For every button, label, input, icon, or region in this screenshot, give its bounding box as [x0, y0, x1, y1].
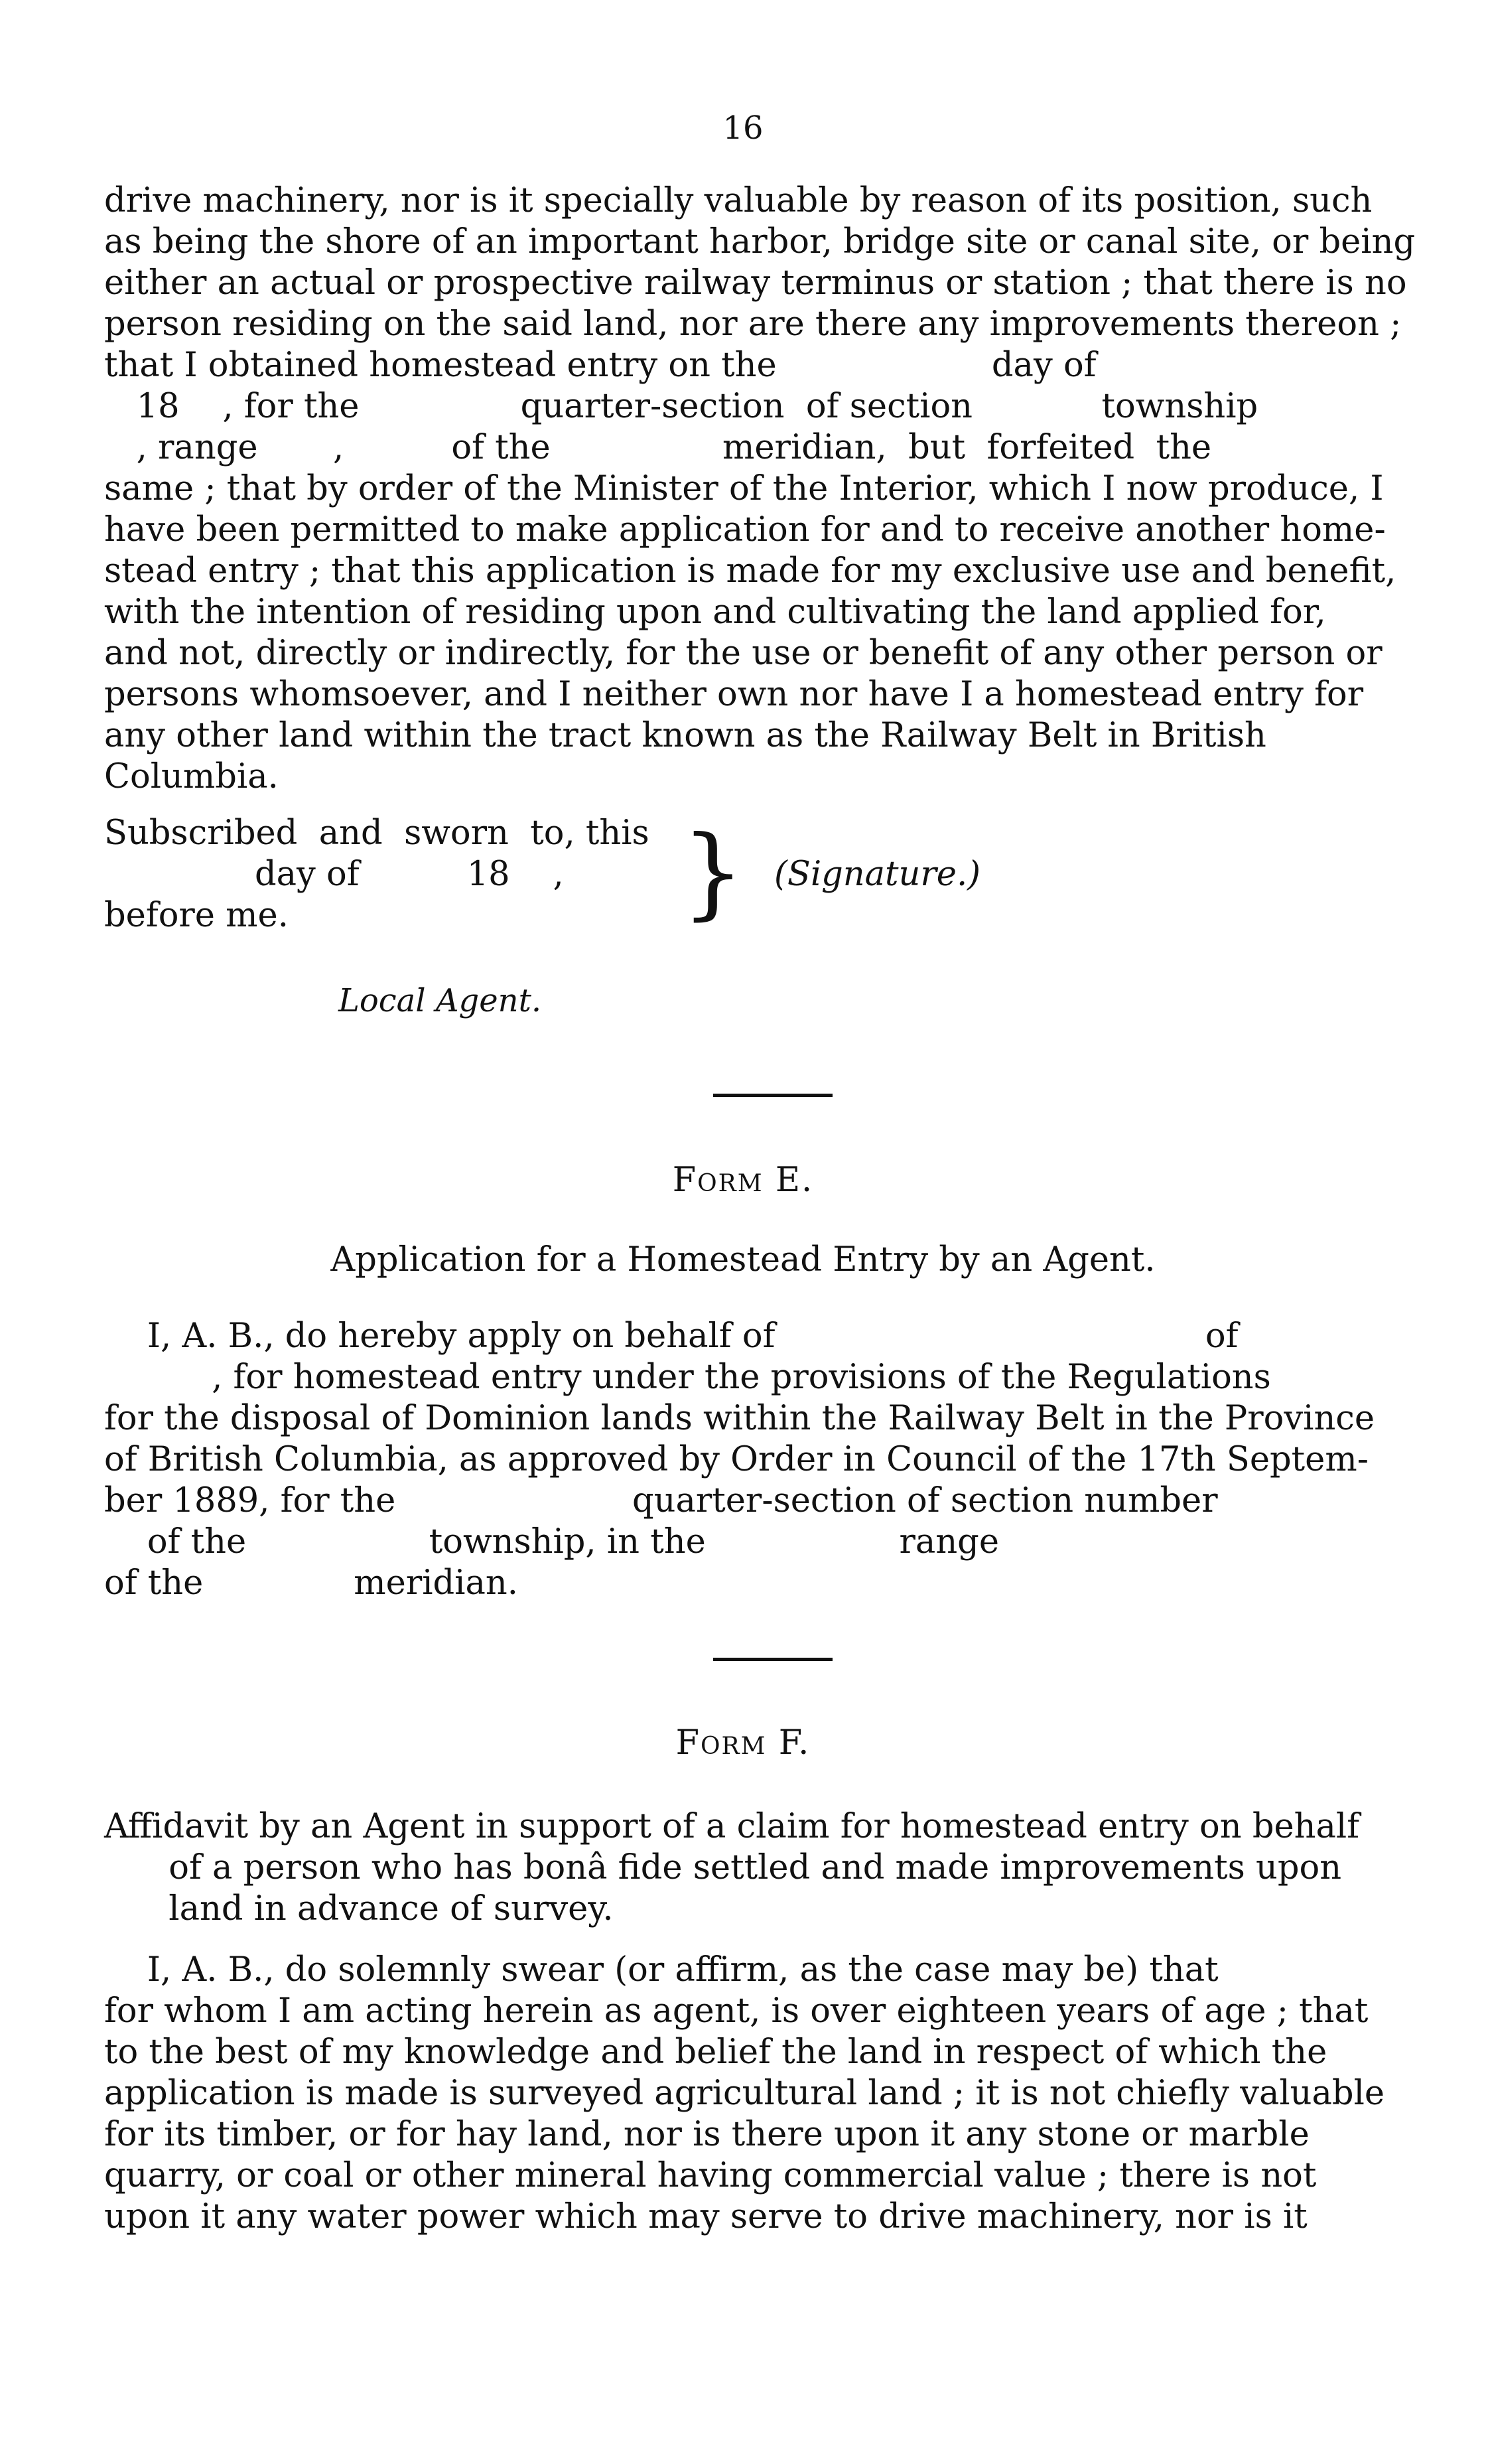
section-divider: [713, 1658, 833, 1661]
text-line: for whom I am acting herein as agent, is over eighteen years of age ; that: [104, 1992, 1369, 2031]
subscription-line: day of 18 ,: [104, 855, 564, 894]
text-line: I, A. B., do solemnly swear (or affirm, as the case may be) that: [104, 1950, 1219, 1990]
signature-block: [104, 813, 1424, 952]
text-line: Columbia.: [104, 757, 279, 796]
subscription-text: [104, 813, 701, 936]
text-line: for the disposal of Dominion lands within the Railway Belt in the Province: [104, 1399, 1375, 1438]
text-line: to the best of my knowledge and belief the land in respect of which the: [104, 2033, 1327, 2072]
text-line: , range , of the meridian, but forfeited the: [104, 428, 1212, 467]
text-line: drive machinery, nor is it specially valuable by reason of its position, such: [104, 181, 1373, 220]
text-line: persons whomsoever, and I neither own nor have I a homestead entry for: [104, 675, 1364, 714]
text-line: of the township, in the range: [104, 1522, 1000, 1561]
form-f-subtitle: [104, 1806, 1424, 1930]
form-f-heading: Form F.: [675, 1723, 811, 1763]
text-line: as being the shore of an important harbor, bridge site or canal site, or being: [104, 222, 1416, 261]
text-line: application is made is surveyed agricultural land ; it is not chiefly valuable: [104, 2074, 1385, 2113]
text-line: person residing on the said land, nor are there any improvements thereon ;: [104, 305, 1402, 344]
signature-label: (Signature.): [774, 855, 981, 894]
text-line: , for homestead entry under the provisions of the Regulations: [104, 1358, 1271, 1397]
text-line: ber 1889, for the quarter-section of section number: [104, 1481, 1218, 1520]
text-line: same ; that by order of the Minister of the Interior, which I now produce, I: [104, 469, 1384, 508]
text-line: and not, directly or indirectly, for the use or benefit of any other person or: [104, 634, 1383, 673]
brace-glyph: }: [681, 815, 745, 930]
text-line: of British Columbia, as approved by Order in Council of the 17th Septem-: [104, 1440, 1369, 1479]
page-number: 16: [722, 109, 764, 147]
subscription-line: Subscribed and sworn to, this: [104, 814, 649, 853]
text-line: stead entry ; that this application is made for my exclusive use and benefit,: [104, 551, 1396, 591]
form-e-heading: Form E.: [672, 1161, 814, 1200]
text-line: either an actual or prospective railway terminus or station ; that there is no: [104, 263, 1407, 303]
text-line: land in advance of survey.: [104, 1889, 614, 1928]
form-f-body: [104, 1950, 1424, 2238]
local-agent-label: Local Agent.: [338, 982, 542, 1019]
text-line: Affidavit by an Agent in support of a claim for homestead entry on behalf: [104, 1807, 1360, 1846]
text-line: quarry, or coal or other mineral having commercial value ; there is not: [104, 2156, 1317, 2195]
text-line: any other land within the tract known as the Railway Belt in British: [104, 716, 1266, 755]
text-line: I, A. B., do hereby apply on behalf of of: [104, 1317, 1239, 1356]
text-line: of a person who has bonâ fide settled and made improvements upon: [104, 1848, 1342, 1887]
section-divider: [713, 1094, 833, 1097]
text-line: for its timber, or for hay land, nor is there upon it any stone or marble: [104, 2115, 1310, 2154]
text-line: that I obtained homestead entry on the day of: [104, 346, 1097, 385]
text-line: 18 , for the quarter-section of section township: [104, 387, 1258, 426]
text-line: upon it any water power which may serve to drive machinery, nor is it: [104, 2197, 1308, 2236]
form-e-body: [104, 1316, 1424, 1604]
text-line: of the meridian.: [104, 1563, 518, 1603]
subscription-line: before me.: [104, 896, 289, 935]
top-paragraph: [104, 181, 1424, 798]
text-line: have been permitted to make application for and to receive another home-: [104, 510, 1386, 549]
text-line: with the intention of residing upon and cultivating the land applied for,: [104, 593, 1326, 632]
form-e-subtitle: Application for a Homestead Entry by an Agent.: [330, 1240, 1156, 1279]
